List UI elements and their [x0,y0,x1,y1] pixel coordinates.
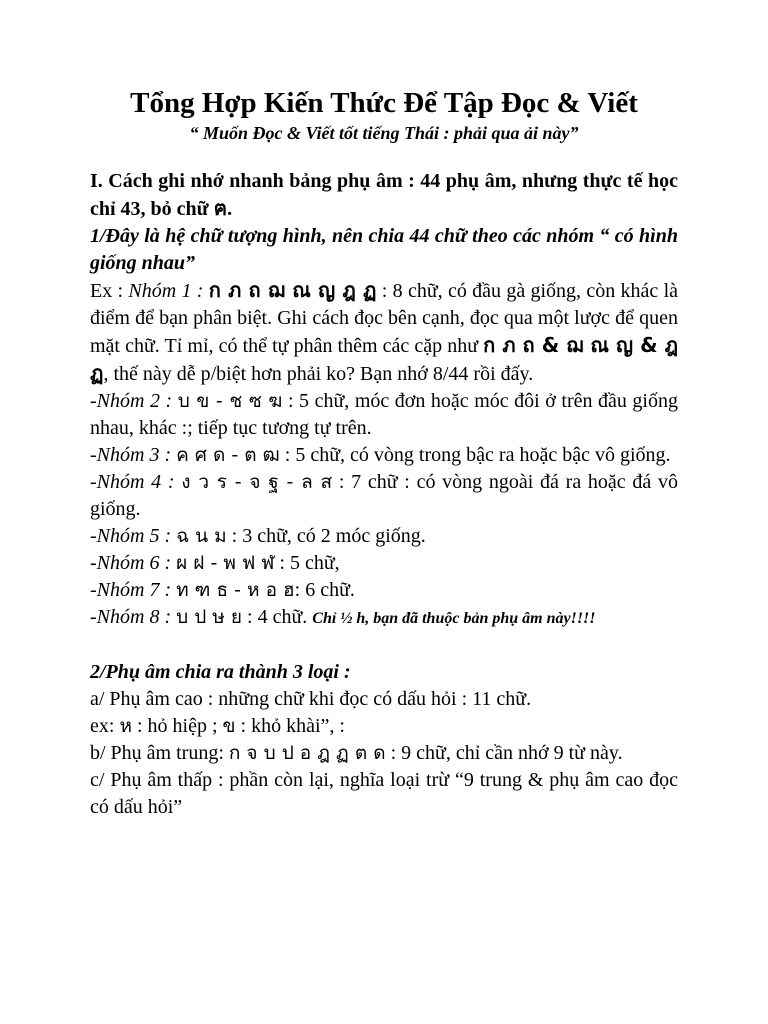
group-thai: ค ศ ด - ต ฒ [176,444,280,466]
mid-text: : 9 chữ, chỉ cần nhớ 9 từ này. [385,742,623,764]
group-label: -Nhóm 6 : [90,552,177,574]
group-label: -Nhóm 7 : [90,579,177,601]
ex-text-1: : 8 chữ, có đầu gà giống, còn khác là điểm để bạn phân biệt. Ghi cách đọc bên cạnh, đọc qua một lược để quen mặt chữ. Tỉ mỉ, có thể tự phân thêm các cặp như [90,280,679,357]
ex-thai-2: ข [222,715,236,737]
example-paragraph [90,277,678,388]
group-text: : 4 chữ. [242,606,313,628]
group-7 [90,577,678,604]
section1-heading-text: I. Cách ghi nhớ nhanh bảng phụ âm : 44 phụ âm, nhưng thực tế học chỉ 43, bỏ chữ [90,170,678,220]
group-thai: ผ ฝ - พ ฟ ฬ [176,552,275,574]
ex-thai-1: ห [119,715,132,737]
ex-thai-letters: ก ภ ถ ฌ ณ ญ ฎ ฏ [208,278,377,302]
ex-text-2: , thế này dễ p/biệt hơn phải ko? Bạn nhớ 8/44 rồi đấy. [103,363,534,385]
group-thai: ง ว ร - จ ฐ - ล ส [181,471,333,493]
ex-prefix: Ex : [90,280,129,302]
group-label: -Nhóm 4 : [90,471,182,493]
group-label: -Nhóm 5 : [90,525,177,547]
ex-label: ex: [90,715,120,737]
section2-heading: 2/Phụ âm chia ra thành 3 loại : [90,661,351,683]
group-thai: ท ฑ ธ - ห อ ฮ [176,579,295,601]
high-consonants-example [90,713,678,740]
group-label: -Nhóm 3 : [90,444,177,466]
ex-thai-pairs: ก ภ ถ & ฌ ณ ญ & ฎ ฏ [90,333,679,385]
page-subtitle: “ Muốn Đọc & Viết tốt tiếng Thái : phải qua ải này” [189,123,579,143]
mid-consonants [90,740,678,767]
group-thai: บ ข - ช ซ ฆ [177,390,283,412]
low-consonants: c/ Phụ âm thấp : phần còn lại, nghĩa loại trừ “9 trung & phụ âm cao đọc có dấu hỏi” [90,769,678,818]
group-4 [90,469,678,523]
ex-text-a2: : hỏ hiệp ; [131,715,223,737]
group-6 [90,550,678,577]
spacer [90,632,678,659]
document-body [90,168,678,821]
group-thai: บ ป ษ ย [176,606,243,628]
group-3 [90,442,678,469]
mid-thai: ก จ บ ป อ ฎ ฏ ต ด [228,742,386,764]
page-title: Tổng Hợp Kiến Thức Để Tập Đọc & Viết [130,87,638,119]
group8-note: Chỉ ½ h, bạn đã thuộc bản phụ âm này!!!! [312,610,596,627]
high-consonants: a/ Phụ âm cao : những chữ khi đọc có dấu hỏi : 11 chữ. [90,688,532,710]
group-label: -Nhóm 2 : [90,390,178,412]
section1-sub1: 1/Đây là hệ chữ tượng hình, nên chia 44 chữ theo các nhóm “ có hình giống nhau” [90,225,678,274]
group-text: : 5 chữ, có vòng trong bậc ra hoặc bậc vô giống. [279,444,671,466]
section1-heading-end: . [227,198,233,220]
group-thai: ฉ น ม [176,525,227,547]
group-label: -Nhóm 8 : [90,606,177,628]
ex-group-label: Nhóm 1 : [128,280,209,302]
group-text: : 7 chữ : có vòng ngoài đá ra hoặc đá vô giống. [90,471,679,520]
section1-heading [90,168,678,223]
mid-label: b/ Phụ âm trung: [90,742,229,764]
group-5 [90,523,678,550]
group-text: : 6 chữ. [294,579,355,601]
section1-heading-thai: ฅ [213,196,228,220]
ex-text-a3: : khỏ khài”, : [235,715,345,737]
group-8 [90,604,678,632]
group-text: : 3 chữ, có 2 móc giống. [226,525,426,547]
group-text: : 5 chữ, [274,552,340,574]
group-text: : 5 chữ, móc đơn hoặc móc đôi ở trên đầu giống nhau, khác :; tiếp tục tương tự trên. [90,390,678,439]
group-2 [90,388,678,442]
